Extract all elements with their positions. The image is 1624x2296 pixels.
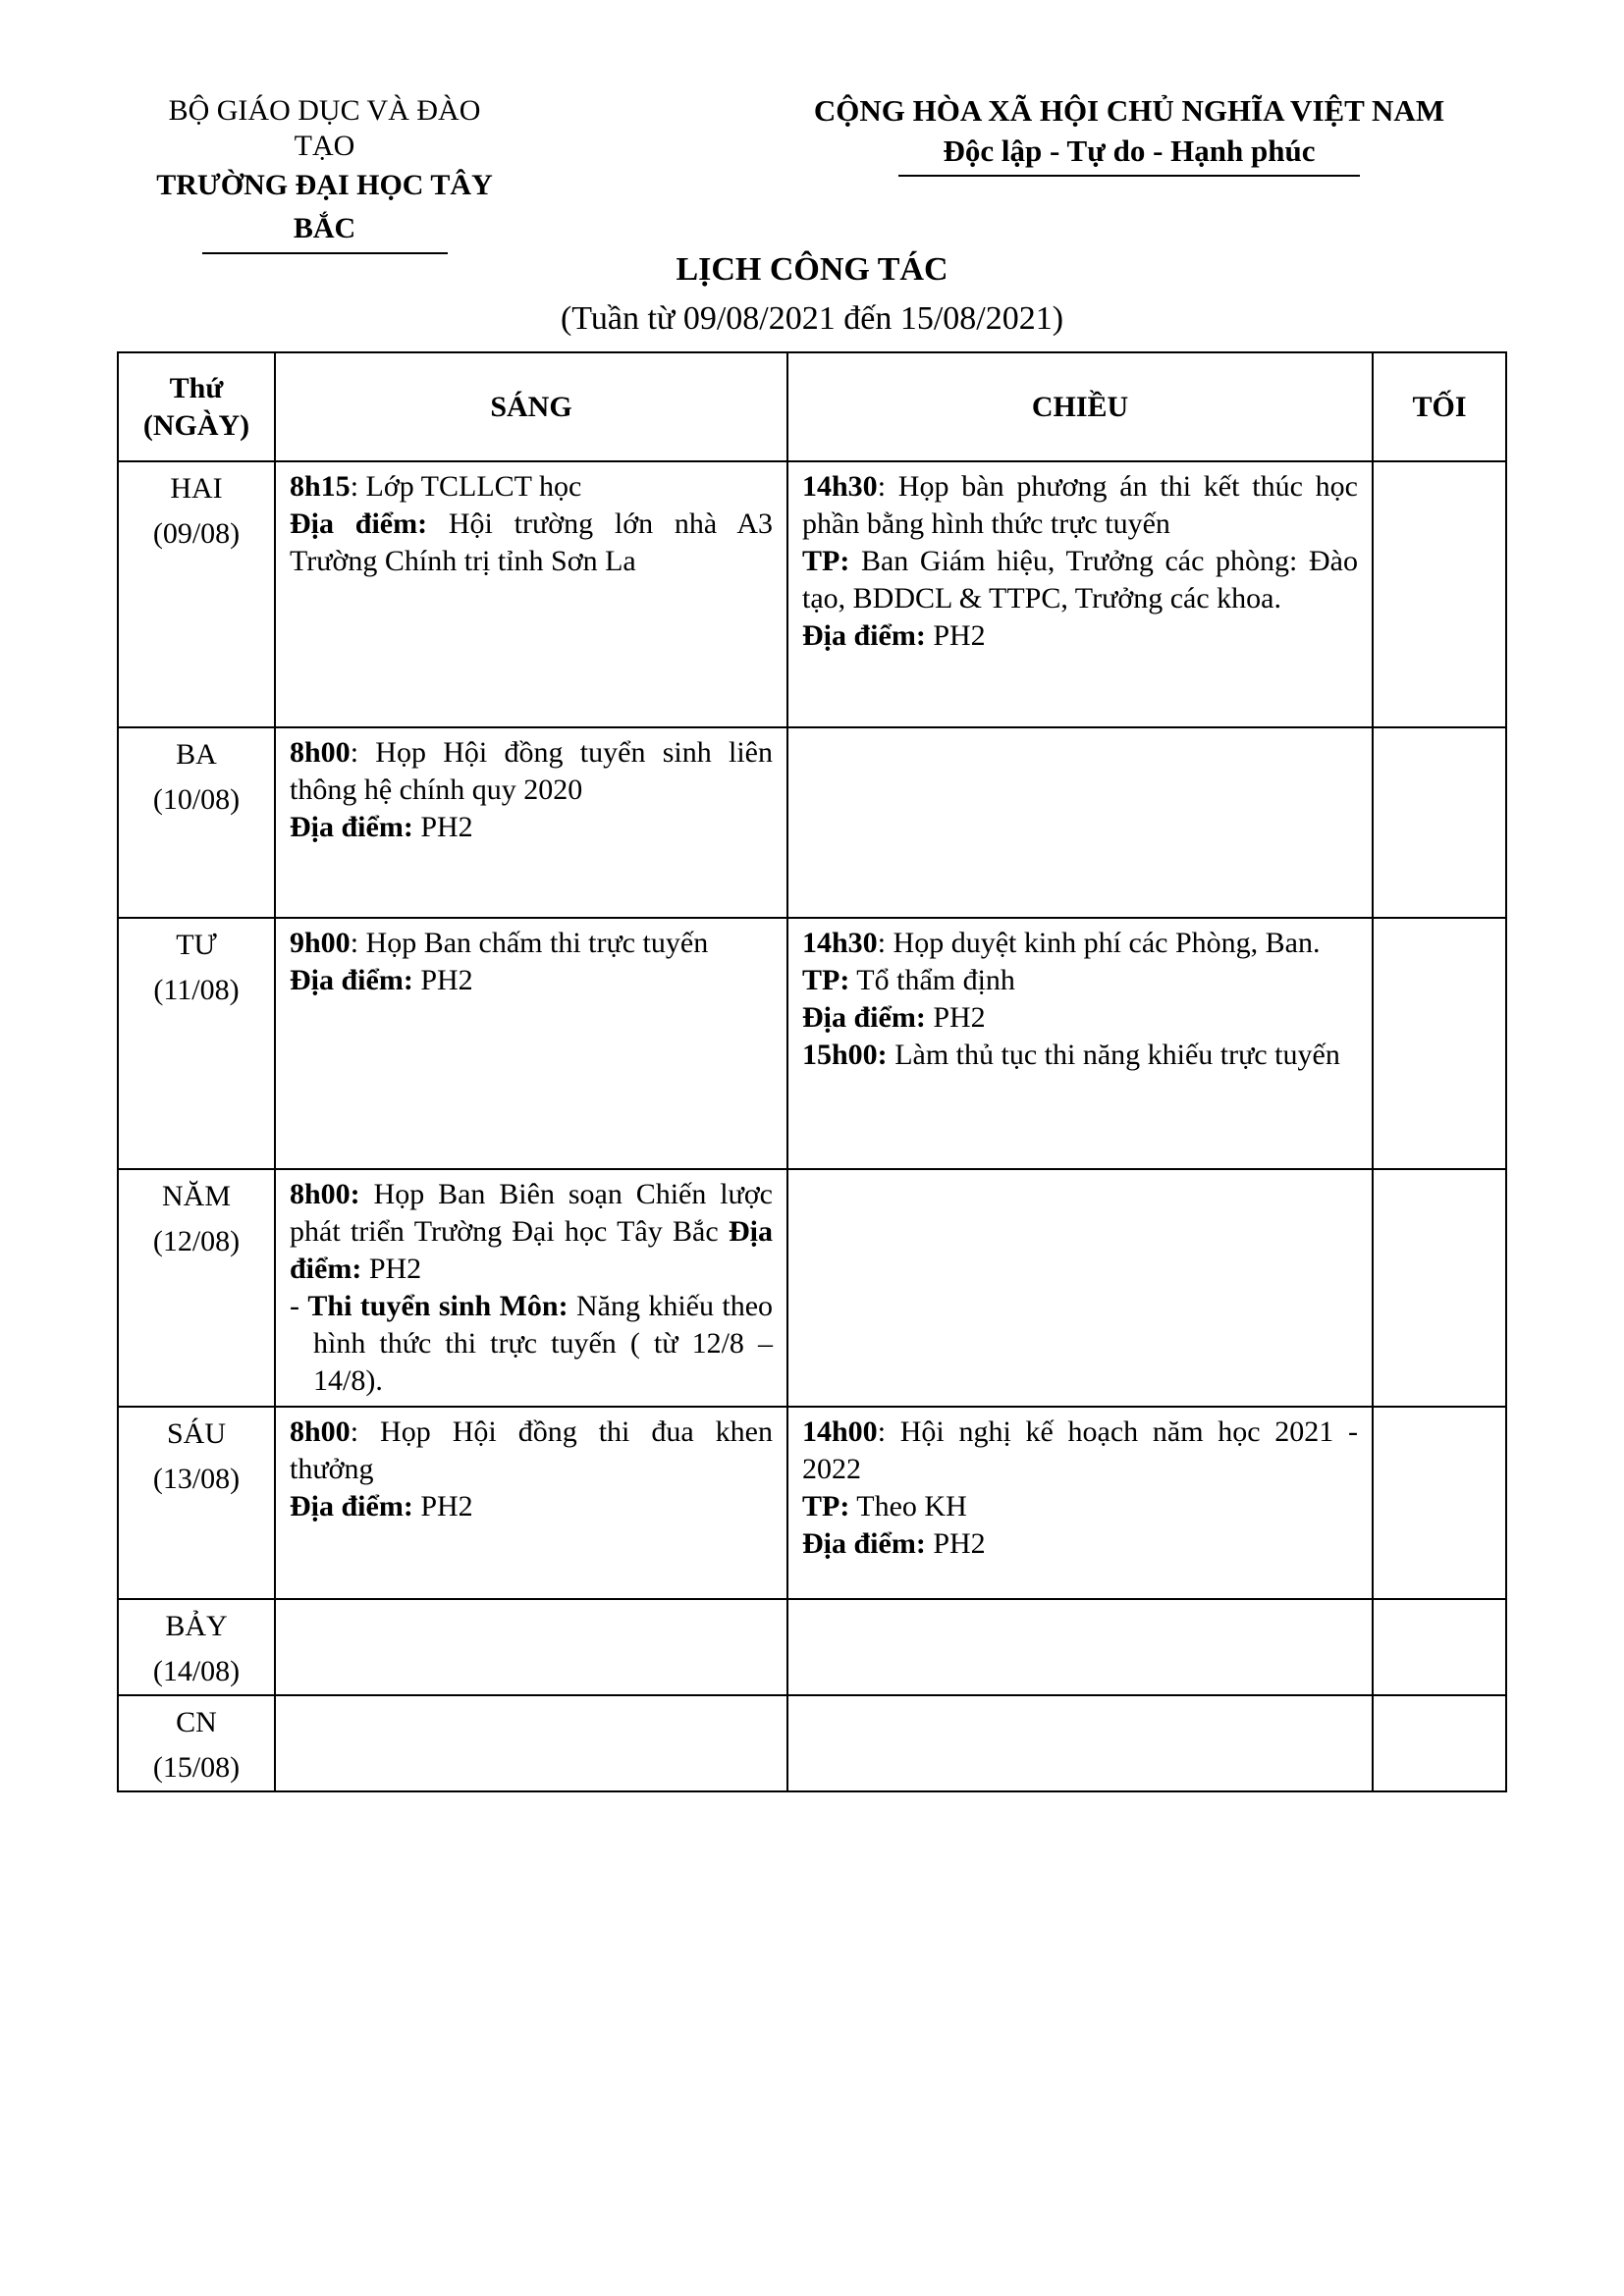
day-name: NĂM — [161, 1180, 231, 1212]
schedule-entry — [290, 809, 773, 846]
entry-text: Tổ thẩm định — [849, 964, 1015, 996]
entry-label: 14h30 — [802, 470, 878, 503]
entry-text: PH2 — [925, 619, 986, 652]
table-row — [118, 1407, 1506, 1599]
schedule-entry — [802, 1037, 1358, 1074]
entry-label: 8h00 — [290, 736, 351, 769]
day-cell — [118, 918, 275, 1169]
afternoon-cell — [787, 1695, 1373, 1791]
day-date: (14/08) — [152, 1655, 241, 1687]
evening-cell — [1373, 1407, 1506, 1599]
week-range: (Tuần từ 09/08/2021 đến 15/08/2021) — [560, 300, 1064, 337]
day-date: (13/08) — [152, 1463, 241, 1495]
entry-label: Địa điểm: — [802, 1527, 926, 1560]
entry-text: PH2 — [412, 811, 473, 843]
entry-text: Họp Ban Biên soạn Chiến lược phát triển Trường Đại học Tây Bắc — [290, 1178, 773, 1248]
schedule-entry — [802, 1488, 1358, 1525]
national-header — [741, 93, 1517, 177]
entry-label: 8h15 — [290, 470, 351, 503]
morning-cell — [275, 727, 787, 918]
morning-cell — [275, 1599, 787, 1695]
entry-label: Địa điểm: — [290, 964, 413, 996]
day-name: BA — [176, 738, 217, 771]
table-row — [118, 1599, 1506, 1695]
afternoon-cell — [787, 918, 1373, 1169]
table-row — [118, 727, 1506, 918]
university-name: TRƯỜNG ĐẠI HỌC TÂY BẮC — [156, 169, 493, 244]
afternoon-cell — [787, 1169, 1373, 1407]
table-row — [118, 1695, 1506, 1791]
entry-text: Ban Giám hiệu, Trưởng các phòng: Đào tạo, BDDCL & TTPC, Trưởng các khoa. — [802, 545, 1358, 614]
evening-cell — [1373, 1599, 1506, 1695]
entry-label: Địa điểm: — [802, 1001, 926, 1034]
header-right-underline — [898, 175, 1360, 177]
schedule-entry — [290, 925, 773, 962]
day-cell — [118, 727, 275, 918]
col-header-day-line1: Thứ — [169, 371, 224, 404]
schedule-entry — [802, 925, 1358, 962]
day-cell — [118, 1599, 275, 1695]
entry-text: : Họp duyệt kinh phí các Phòng, Ban. — [877, 927, 1321, 959]
afternoon-cell — [787, 461, 1373, 727]
schedule-entry — [802, 999, 1358, 1037]
morning-cell — [275, 1695, 787, 1791]
entry-text: Năng khiếu theo hình thức thi trực tuyến ( từ 12/8 – 14/8). — [313, 1290, 774, 1397]
afternoon-cell — [787, 727, 1373, 918]
entry-text: : Hội nghị kế hoạch năm học 2021 - 2022 — [802, 1415, 1358, 1485]
entry-label: TP: — [802, 1490, 850, 1522]
day-date: (12/08) — [152, 1225, 241, 1257]
schedule-entry — [802, 962, 1358, 999]
schedule-entry — [802, 617, 1358, 655]
ministry-name: BỘ GIÁO DỤC VÀ ĐÀO TẠO — [168, 94, 481, 162]
schedule-table — [117, 351, 1507, 1792]
entry-text: PH2 — [412, 964, 473, 996]
schedule-entry — [290, 468, 773, 506]
country-name: CỘNG HÒA XÃ HỘI CHỦ NGHĨA VIỆT NAM — [813, 93, 1445, 128]
entry-label: Địa điểm: — [802, 619, 926, 652]
table-row — [118, 461, 1506, 727]
schedule-entry — [290, 506, 773, 580]
afternoon-cell — [787, 1599, 1373, 1695]
evening-cell — [1373, 727, 1506, 918]
ministry-header — [145, 93, 504, 254]
schedule-entry — [290, 1488, 773, 1525]
entry-text: : Họp Hội đồng thi đua khen thưởng — [290, 1415, 773, 1485]
entry-label: TP: — [802, 545, 850, 577]
day-name: HAI — [170, 472, 223, 505]
entry-text: : Họp Hội đồng tuyển sinh liên thông hệ chính quy 2020 — [290, 736, 773, 806]
day-date: (11/08) — [153, 974, 240, 1006]
entry-label: Địa điểm: — [290, 1215, 773, 1285]
entry-text: PH2 — [925, 1001, 986, 1034]
schedule-entry — [290, 1176, 773, 1288]
schedule-entry — [290, 734, 773, 809]
table-row — [118, 1169, 1506, 1407]
entry-label: Thi tuyển sinh Môn: — [307, 1290, 568, 1322]
entry-label: 15h00: — [802, 1039, 888, 1071]
entry-label: 9h00 — [290, 927, 351, 959]
day-cell — [118, 1169, 275, 1407]
day-date: (09/08) — [152, 517, 241, 550]
day-date: (10/08) — [152, 783, 241, 816]
evening-cell — [1373, 1169, 1506, 1407]
col-header-day — [118, 352, 275, 461]
list-bullet: - — [290, 1290, 308, 1322]
evening-cell — [1373, 1695, 1506, 1791]
entry-text: PH2 — [925, 1527, 986, 1560]
entry-text: : Họp Ban chấm thi trực tuyến — [350, 927, 709, 959]
day-date: (15/08) — [152, 1751, 241, 1784]
schedule-entry — [290, 962, 773, 999]
entry-text: Làm thủ tục thi năng khiếu trực tuyến — [887, 1039, 1340, 1071]
entry-label: Địa điểm: — [290, 811, 413, 843]
morning-cell — [275, 1407, 787, 1599]
entry-label: 14h00 — [802, 1415, 878, 1448]
entry-label: 14h30 — [802, 927, 878, 959]
morning-cell — [275, 918, 787, 1169]
day-name: SÁU — [166, 1417, 226, 1450]
entry-text: : Họp bàn phương án thi kết thúc học phần bằng hình thức trực tuyến — [802, 470, 1358, 540]
schedule-entry — [802, 1414, 1358, 1488]
day-cell — [118, 461, 275, 727]
morning-cell — [275, 1169, 787, 1407]
evening-cell — [1373, 461, 1506, 727]
entry-label: TP: — [802, 964, 850, 996]
entry-text: Theo KH — [849, 1490, 967, 1522]
entry-label: 8h00 — [290, 1415, 351, 1448]
page-title: LỊCH CÔNG TÁC — [676, 251, 948, 288]
entry-label: Địa điểm: — [290, 1490, 413, 1522]
day-cell — [118, 1407, 275, 1599]
day-name: BẢY — [165, 1610, 228, 1642]
schedule-entry — [802, 543, 1358, 617]
col-header-evening: TỐI — [1373, 352, 1506, 461]
national-motto: Độc lập - Tự do - Hạnh phúc — [943, 133, 1316, 168]
afternoon-cell — [787, 1407, 1373, 1599]
table-header-row — [118, 352, 1506, 461]
entry-text: PH2 — [361, 1253, 422, 1285]
entry-label: 8h00: — [290, 1178, 360, 1210]
morning-cell — [275, 461, 787, 727]
day-name: TƯ — [176, 929, 217, 961]
day-cell — [118, 1695, 275, 1791]
col-header-afternoon: CHIỀU — [787, 352, 1373, 461]
day-name: CN — [176, 1706, 217, 1738]
schedule-entry — [802, 468, 1358, 543]
entry-text: Hội trường lớn nhà A3 Trường Chính trị tỉnh Sơn La — [290, 507, 773, 577]
entry-label: Địa điểm: — [290, 507, 428, 540]
col-header-morning: SÁNG — [275, 352, 787, 461]
schedule-entry — [290, 1414, 773, 1488]
entry-text: PH2 — [412, 1490, 473, 1522]
evening-cell — [1373, 918, 1506, 1169]
table-row — [118, 918, 1506, 1169]
schedule-entry — [802, 1525, 1358, 1563]
entry-text: : Lớp TCLLCT học — [350, 470, 582, 503]
col-header-day-line2: (NGÀY) — [142, 408, 250, 442]
schedule-entry — [290, 1288, 773, 1400]
